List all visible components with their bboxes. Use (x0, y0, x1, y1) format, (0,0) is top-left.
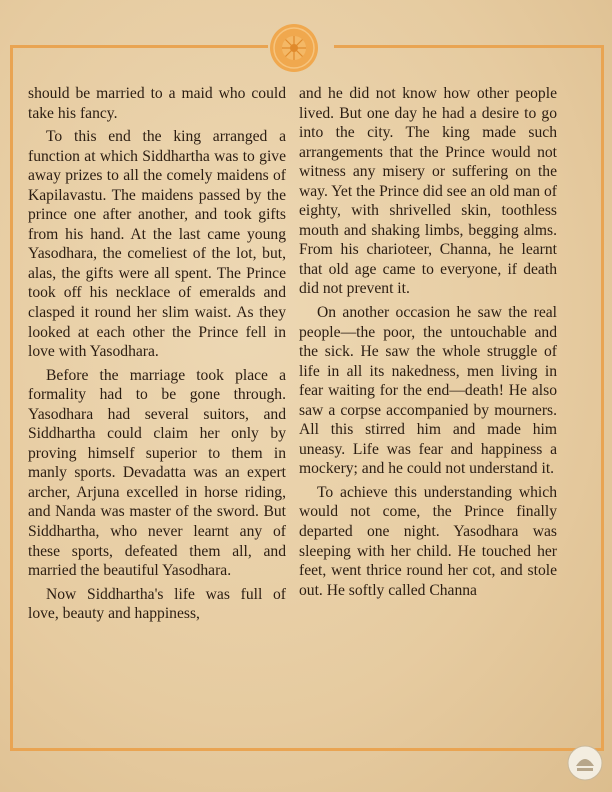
paragraph: Before the marriage took place a formality had to be gone through. Yasodhara had several suitors, and Siddhartha could claim her only by proving himself superior to them in manly sports. Devadatta was an expert archer, Arjuna excelled in horse riding, and Nanda was master of the sword. But Siddhartha, who never learnt any of these sports, defeated them all, and married the beautiful Yasodhara. (28, 366, 286, 580)
dharma-wheel-medallion-icon (268, 22, 320, 74)
page-border-bottom (10, 748, 604, 751)
left-text-column (28, 84, 286, 628)
page-border-left (10, 45, 13, 750)
paragraph: should be married to a maid who could take his fancy. (28, 85, 286, 122)
paragraph: Now Siddhartha's life was full of love, beauty and happiness, (28, 585, 286, 623)
paragraph: To this end the king arranged a function at which Siddhartha was to give away prizes to all the comely maidens of Kapilavastu. The maidens passed by the prince one after another, and took gifts from his hand. At the last came young Yasodhara, the comeliest of the lot, but, alas, the gifts were all spent. The Prince took off his necklace of emeralds and clasped it round her slim waist. As they looked at each other the Prince fell in love with Yasodhara. (28, 128, 286, 361)
page-border-top-right (334, 45, 604, 48)
paragraph: To achieve this understanding which would not come, the Prince finally departed one night. Yasodhara was sleeping with her child. He touched her feet, went thrice round her cot, and stole out. He softly called Channa (299, 483, 557, 599)
paragraph: and he did not know how other people lived. But one day he had a desire to go into the city. The king made such arrangements that the Prince would not witness any misery or suffering on the way. Yet the Prince did see an old man of eighty, with shrivelled skin, toothless mouth and shaking limbs, begging alms. From his charioteer, Channa, he learnt that old age came to everyone, if death did not prevent it. (299, 85, 557, 298)
page-border-right (601, 45, 604, 750)
paragraph: On another occasion he saw the real people—the poor, the untouchable and the sick. He saw the whole struggle of life in all its nakedness, men living in fear waiting for the end—death! He also saw a corpse accompanied by mourners. All this stirred him and made him uneasy. Life was fear and happiness a mockery; and he could not understand it. (299, 304, 557, 478)
page-border-top-left (10, 45, 268, 48)
right-text-column (299, 84, 557, 604)
publisher-logo-icon (566, 744, 604, 782)
